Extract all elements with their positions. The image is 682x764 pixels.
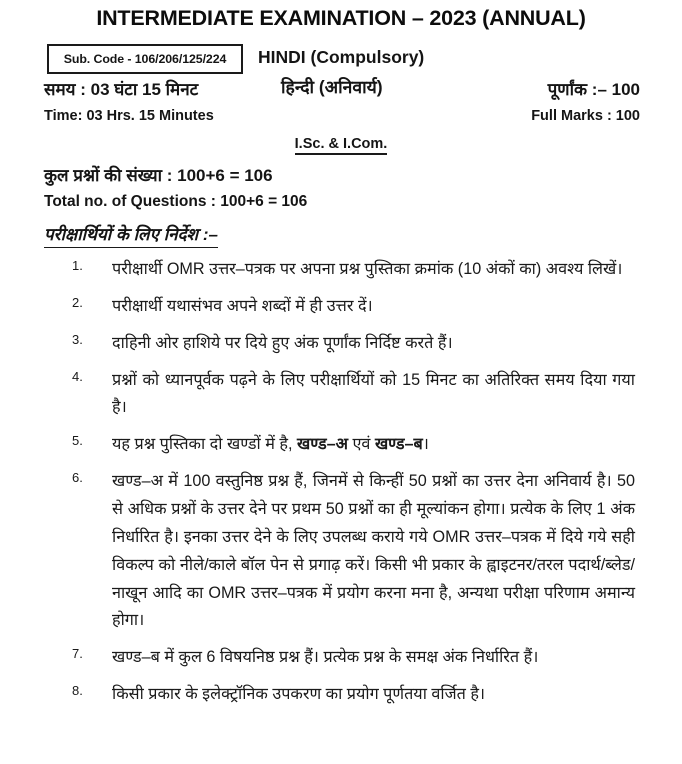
list-item-number: 4.	[72, 368, 83, 384]
full-marks-hindi: पूर्णांक :– 100	[547, 80, 640, 99]
list-item	[0, 644, 682, 672]
list-item-text: किसी प्रकार के इलेक्ट्रॉनिक उपकरण का प्रयोग पूर्णतया वर्जित है।	[112, 685, 486, 704]
list-item-number: 6.	[72, 470, 83, 486]
instructions-heading: परीक्षार्थियों के लिए निर्देश :–	[44, 222, 218, 248]
list-item	[0, 293, 682, 321]
list-item-text: प्रश्नों को ध्यानपूर्वक पढ़ने के लिए परीक्षार्थियों को 15 मिनट का अतिरिक्त समय दिया गया है।	[112, 370, 635, 417]
exam-duration-english: Time: 03 Hrs. 15 Minutes	[44, 108, 214, 124]
full-marks-english: Full Marks : 100	[531, 108, 640, 124]
section-b-label: खण्ड–ब	[374, 435, 423, 454]
list-item	[0, 367, 682, 423]
list-item	[0, 256, 682, 284]
total-questions-hindi: कुल प्रश्नों की संख्या : 100+6 = 106	[44, 166, 273, 185]
list-item-number: 8.	[72, 683, 83, 699]
list-item-text	[112, 431, 635, 459]
stream-text: I.Sc. & I.Com.	[295, 136, 388, 155]
list-item	[0, 681, 682, 709]
subject-code-label: Sub. Code - 106/206/125/224	[63, 52, 227, 66]
section-a-label: खण्ड–अ	[297, 435, 348, 454]
page-title: INTERMEDIATE EXAMINATION – 2023 (ANNUAL)	[96, 6, 586, 30]
list-item-text-part: एवं	[347, 435, 375, 454]
subject-code-box	[47, 44, 243, 74]
list-item-number: 5.	[72, 433, 83, 449]
list-item	[0, 330, 682, 358]
stream-label	[0, 136, 682, 152]
subject-name-hindi: हिन्दी (अनिवार्य)	[281, 77, 383, 97]
list-item	[0, 431, 682, 459]
list-item-text: परीक्षार्थी यथासंभव अपने शब्दों में ही उत्तर दें।	[112, 296, 373, 315]
total-questions-english: Total no. of Questions : 100+6 = 106	[44, 193, 308, 210]
instructions-list	[0, 256, 682, 718]
list-item-text: खण्ड–ब में कुल 6 विषयनिष्ठ प्रश्न हैं। प्रत्येक प्रश्न के समक्ष अंक निर्धारित हैं।	[112, 648, 539, 667]
list-item-text: खण्ड–अ में 100 वस्तुनिष्ठ प्रश्न हैं, जिनमें से किन्हीं 50 प्रश्नों का उत्तर देना अनिवार्य है। 50 से अधिक प्रश्नों के उत्तर देने पर प्रथम 50 प्रश्नों का ही मूल्यांकन होगा। प्रत्येक के लिए 1 अंक निर्धारित है। इनका उत्तर देने के लिए उपलब्ध कराये गये OMR उत्तर–पत्रक में दिये गये सही विकल्प को नीले/काले बॉल पेन से प्रगाढ़ करें। किसी भी प्रकार के ह्वाइटनर/तरल पदार्थ/ब्लेड/नाखून आदि का OMR उत्तर–पत्रक में प्रयोग करना मना है, अन्यथा परीक्षा परिणाम अमान्य होगा।	[112, 472, 635, 630]
list-item-number: 2.	[72, 294, 83, 310]
list-item-number: 7.	[72, 646, 83, 662]
list-item	[0, 468, 682, 635]
subject-name-english: HINDI (Compulsory)	[258, 47, 425, 67]
list-item-text-part: यह प्रश्न पुस्तिका दो खण्डों में है,	[112, 435, 298, 454]
exam-duration-hindi: समय : 03 घंटा 15 मिनट	[44, 80, 199, 99]
list-item-number: 3.	[72, 331, 83, 347]
list-item-text: दाहिनी ओर हाशिये पर दिये हुए अंक पूर्णांक निर्दिष्ट करते हैं।	[112, 333, 453, 352]
list-item-number: 1.	[72, 258, 83, 273]
list-item-text-part: ।	[422, 435, 429, 454]
list-item-text: परीक्षार्थी OMR उत्तर–पत्रक पर अपना प्रश्न पुस्तिका क्रमांक (10 अंकों का) अवश्य लिखें।	[112, 260, 623, 278]
